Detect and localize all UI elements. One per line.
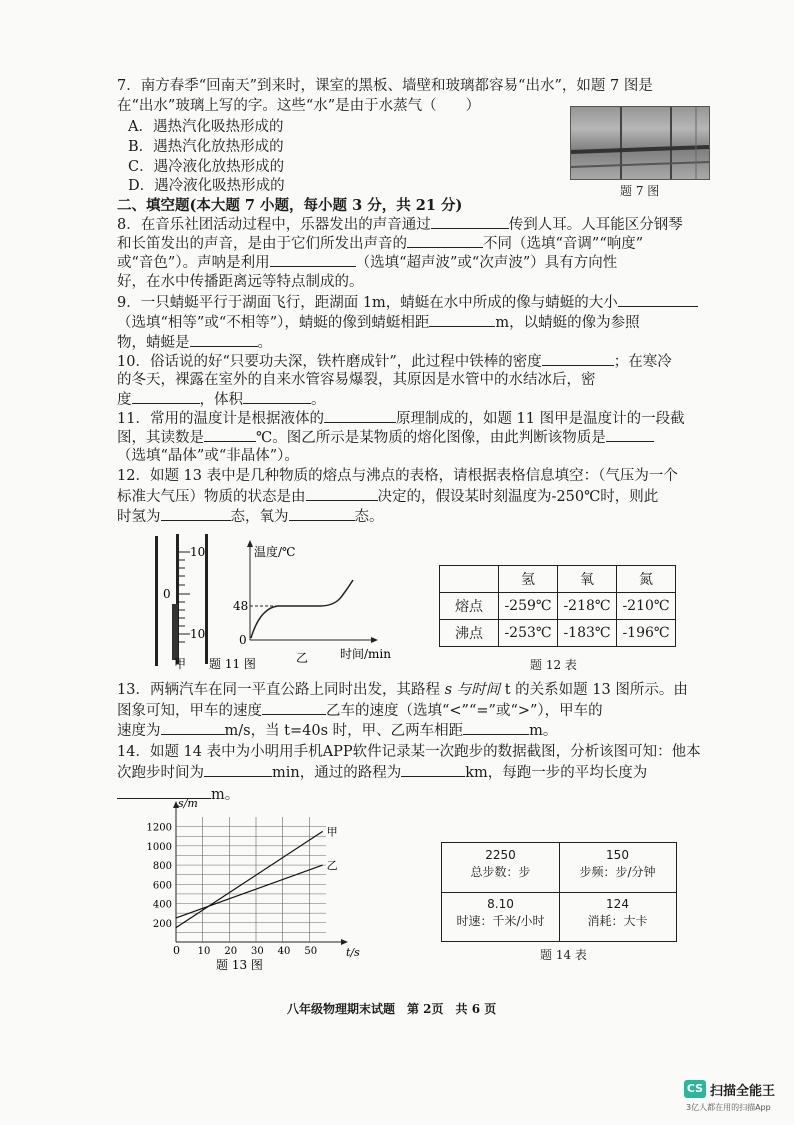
q9-blank-1[interactable]: [618, 292, 698, 307]
q11-text: 11．常用的温度计是根据液体的: [117, 411, 324, 427]
fig13-tick-labels: [147, 823, 318, 957]
q12-text: 时氢为: [117, 509, 161, 525]
q12-line2: [117, 486, 658, 507]
q13-blank-1[interactable]: [262, 700, 326, 715]
fig13-xlabel: t/s: [346, 946, 360, 959]
q13-text: s 与时间: [444, 682, 501, 698]
q7-photo: [570, 106, 710, 180]
page-footer: 八年级物理期末试题 第 2页 共 6 页: [287, 1002, 497, 1016]
section2-heading: 二、填空题(本大题 7 小题，每小题 3 分，共 21 分): [117, 197, 463, 214]
thermo-tick-label: 10: [190, 545, 206, 559]
table12: [439, 565, 676, 647]
x-tick-label: 40: [277, 946, 291, 957]
fig11-yi-label: 乙: [296, 651, 309, 665]
thermo-tick-label: 0: [163, 587, 171, 601]
q8-line1: [117, 214, 683, 235]
table-row: [440, 566, 676, 593]
table-cell: -183℃: [558, 620, 617, 647]
stat-cell-speed: [442, 896, 559, 940]
q13-blank-3[interactable]: [463, 720, 529, 735]
q11-blank-3[interactable]: [606, 427, 654, 442]
q9-text: 9．一只蜻蜓平行于湖面飞行，距湖面 1m，蜻蜓在水中所成的像与蜻蜓的大小: [117, 295, 618, 311]
q14-text: min，通过的路程为: [272, 765, 402, 781]
stat-value: 8.10: [487, 897, 514, 911]
q9-blank-2[interactable]: [429, 312, 495, 327]
q9-text: 物，蜻蜓是: [117, 335, 190, 351]
q10-text: 10．俗话说的好“只要功夫深，铁杵磨成针”，此过程中铁棒的密度: [117, 354, 542, 370]
y-tick-label: 1000: [146, 841, 172, 853]
watermark-name: 扫描全能王: [710, 1084, 776, 1099]
q12-blank-1[interactable]: [306, 486, 378, 501]
table-row: [440, 620, 676, 647]
mercury-column: [172, 604, 178, 660]
fig13-origin: 0: [173, 944, 180, 957]
q11-line1: [117, 408, 685, 429]
q11-blank-1[interactable]: [324, 408, 396, 423]
q7-option-c: C．遇冷液化放热形成的: [128, 159, 285, 175]
fig13-caption: 题 13 图: [216, 958, 263, 972]
series-label: 甲: [326, 825, 338, 839]
fig13-ylabel: s/m: [178, 797, 198, 810]
x-tick-label: 10: [197, 946, 211, 957]
row-label: 沸点: [440, 620, 499, 647]
q10-line1: [117, 351, 672, 372]
q11-blank-2[interactable]: [204, 427, 256, 442]
fig11-caption: 题 11 图: [209, 657, 256, 671]
q12-text: 态。: [354, 509, 384, 525]
q10-text: 度: [117, 392, 132, 408]
q13-line2: [117, 700, 603, 721]
y-tick-label: 800: [152, 861, 172, 873]
row-label: 熔点: [440, 593, 499, 620]
q14-line1: 14．如题 14 表中为小明用手机APP软件记录某一次跑步的数据截图，分析该图可知：他本: [117, 744, 701, 760]
stat-value: 2250: [485, 848, 516, 862]
q8-blank-2[interactable]: [407, 233, 483, 248]
fig11-origin: 0: [239, 633, 247, 647]
table-header: 氮: [617, 566, 676, 593]
q11-text: 图，其读数是: [117, 430, 204, 446]
q14-blank-2[interactable]: [401, 762, 465, 777]
q14-text: km，每跑一步的平均长度为: [465, 765, 648, 781]
arrow-up-icon: [247, 540, 253, 547]
q10-blank-3[interactable]: [243, 389, 311, 404]
x-tick-label: 30: [251, 946, 264, 957]
watermark-subtitle: 3亿人都在用的扫描App: [686, 1103, 771, 1112]
q9-blank-3[interactable]: [190, 332, 258, 347]
q8-text: 8．在音乐社团活动过程中，乐器发出的声音通过: [117, 217, 431, 233]
table-cell: -196℃: [617, 620, 676, 647]
divider: [442, 892, 676, 893]
q10-text: ；在寒冷: [613, 354, 672, 370]
q9-line3: [117, 332, 272, 353]
thermometer-frame: [205, 534, 208, 664]
q13-text: 图象可知，甲车的速度: [117, 703, 262, 719]
q12-blank-2[interactable]: [161, 506, 231, 521]
q10-blank-2[interactable]: [132, 389, 200, 404]
fig11-xlabel: 时间/min: [340, 647, 391, 661]
q14-text: m。: [211, 787, 240, 803]
q9-text: 。: [257, 335, 272, 351]
table-header: 氧: [558, 566, 617, 593]
q11-line2: [117, 427, 654, 448]
y-tick-label: 600: [152, 880, 172, 892]
fig13-chart: [140, 797, 360, 972]
q8-text: 或“音色”）。声呐是利用: [117, 255, 270, 271]
fig11-value-48: 48: [233, 599, 249, 613]
q9-line1: [117, 292, 698, 313]
q12-text: 态，氧为: [230, 509, 289, 525]
stat-value: 150: [606, 848, 629, 862]
fig13-series: [176, 825, 338, 927]
q8-text: 不同（选填“音调”“响度”: [483, 236, 644, 252]
q9-text: m，以蜻蜓的像为参照: [495, 315, 640, 331]
thermo-tick-label: 10: [190, 627, 206, 641]
q11-line3: （选填“晶体”或“非晶体”）。: [117, 448, 299, 464]
q13-text: t 的关系如题 13 图所示。由: [504, 682, 688, 698]
q14-line2: [117, 762, 647, 783]
series-line: [176, 865, 323, 918]
q9-text: （选填“相等”或“不相等”），蜻蜓的像到蜻蜓相距: [117, 315, 430, 331]
q7-option-d: D．遇冷液化吸热形成的: [128, 178, 285, 194]
q7-caption: 题 7 图: [620, 184, 660, 198]
stat-cell-cadence: [559, 847, 676, 891]
table-cell: -259℃: [499, 593, 558, 620]
fig13-gridlines: [176, 817, 326, 942]
table14: [441, 842, 677, 942]
q14-blank-1[interactable]: [204, 762, 272, 777]
stat-cell-steps: [442, 847, 559, 891]
q10-text: ，体积: [199, 392, 243, 408]
thermometer-ticks: [179, 552, 190, 642]
q12-line3: [117, 506, 384, 527]
q8-blank-3[interactable]: [270, 252, 356, 267]
x-tick-label: 50: [304, 946, 318, 957]
q11-text: 原理制成的，如题 11 图甲是温度计的一段截: [395, 411, 685, 427]
table-cell-empty: [440, 566, 499, 593]
q13-text: 乙车的速度（选填“<”“=”或“>”），甲车的: [326, 703, 603, 719]
q12-blank-3[interactable]: [289, 506, 355, 521]
melting-curve: [251, 580, 353, 638]
q10-text: 。: [311, 392, 326, 408]
q10-blank-1[interactable]: [542, 351, 614, 366]
q8-line3: [117, 252, 617, 273]
table-cell: -210℃: [617, 593, 676, 620]
fig11-diagram: [150, 528, 410, 670]
y-tick-label: 400: [152, 899, 172, 911]
q7-option-a: A．遇热汽化吸热形成的: [128, 119, 284, 135]
fig11-ylabel: 温度/℃: [254, 545, 296, 559]
q9-line2: [117, 312, 640, 333]
x-tick-label: 20: [224, 946, 238, 957]
table12-caption: 题 12 表: [530, 658, 577, 672]
stat-label: 总步数：步: [470, 865, 531, 879]
q8-text: 和长笛发出的声音，是由于它们所发出声音的: [117, 236, 407, 252]
q7-line2: 在“出水”玻璃上写的字。这些“水”是由于水蒸气（ ）: [117, 98, 481, 114]
q8-text: （选填“超声波”或“次声波”）具有方向性: [355, 255, 618, 271]
q10-line3: [117, 389, 326, 410]
q12-text: 决定的，假设某时刻温度为-250℃时，则此: [377, 489, 659, 505]
stat-label: 消耗：大卡: [587, 914, 648, 928]
window-photo-icon: [571, 107, 709, 179]
camscanner-logo-icon: CS: [684, 1080, 706, 1098]
fig11-jia-label: 甲: [174, 657, 187, 671]
q13-text: m。: [529, 723, 558, 739]
q13-text: 13．两辆汽车在同一平直公路上同时出发，其路程: [117, 682, 440, 698]
arrow-right-icon: [341, 939, 348, 945]
q8-blank-1[interactable]: [431, 214, 509, 229]
y-tick-label: 200: [152, 918, 172, 930]
table-row: [440, 593, 676, 620]
q13-line1: [117, 680, 688, 700]
stat-label: 时速：千米/小时: [456, 914, 545, 928]
table-header: 氢: [499, 566, 558, 593]
q13-blank-2[interactable]: [161, 720, 225, 735]
q14-text: 次跑步时间为: [117, 765, 204, 781]
q10-line2: 的冬天，裸露在室外的自来水管容易爆裂，其原因是水管中的水结冰后，密: [117, 372, 596, 388]
q13-text: m/s，当 t=40s 时，甲、乙两车相距: [224, 723, 464, 739]
table-cell: -218℃: [558, 593, 617, 620]
q8-line2: [117, 233, 643, 254]
thermometer-frame: [155, 536, 158, 666]
q8-line4: 好，在水中传播距离远等特点制成的。: [117, 274, 364, 290]
table14-caption: 题 14 表: [540, 948, 587, 962]
table-cell: -253℃: [499, 620, 558, 647]
y-tick-label: 1200: [146, 822, 172, 834]
q13-text: 速度为: [117, 723, 161, 739]
q7-line1: 7．南方春季“回南天”到来时，课室的黑板、墙壁和玻璃都容易“出水”，如题 7 图是: [117, 78, 653, 94]
q8-text: 传到人耳。人耳能区分钢琴: [508, 217, 683, 233]
series-label: 乙: [326, 859, 338, 873]
stat-value: 124: [606, 897, 629, 911]
q12-text: 标准大气压）物质的状态是由: [117, 489, 306, 505]
stat-label: 步频：步/分钟: [579, 865, 656, 879]
q11-text: ℃。图乙所示是某物质的熔化图像，由此判断该物质是: [256, 430, 606, 446]
q7-option-b: B．遇热汽化放热形成的: [128, 139, 284, 155]
q12-line1: 12．如题 13 表中是几种物质的熔点与沸点的表格，请根据表格信息填空：（气压为一个: [117, 468, 678, 484]
stat-cell-calories: [559, 896, 676, 940]
q13-line3: [117, 720, 557, 741]
arrow-right-icon: [371, 637, 378, 643]
